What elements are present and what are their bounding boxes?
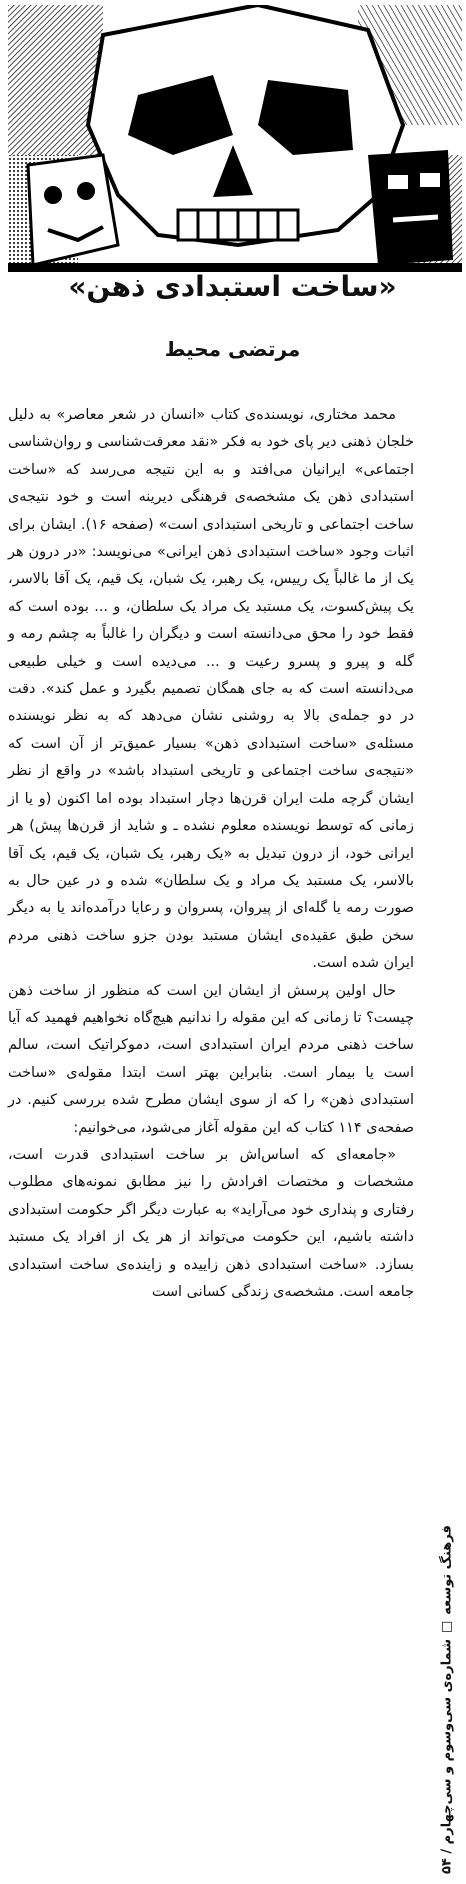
article-title: «ساخت استبدادی ذهن»	[68, 270, 397, 303]
article-illustration	[8, 5, 462, 272]
body-paragraph: حال اولین پرسش از ایشان این است که منظور از ساخت ذهن چیست؟ تا زمانی که این مقوله را ندانیم هیچ‌گاه نخواهیم فهمید که آیا ساخت ذهنی مردم ایران استبدادی است، دموکراتیک است، سالم است یا بیمار است. بنابراین بهتر است ابتدا مقوله‌ی «ساخت استبدادی ذهن» را که از سوی ایشان مطرح شده بررسی کنیم. در صفحه‌ی ۱۱۴ کتاب که این مقوله آغاز می‌شود، می‌خوانیم:	[8, 982, 414, 1136]
journal-footer-sidebar: فرهنگ توسعه □ شماره‌ی سی‌وسوم و سی‌چهارم / ۵۴	[439, 1525, 455, 1875]
body-paragraph: محمد مختاری، نویسنده‌ی کتاب «انسان در شعر معاصر» به دلیل خلجان ذهنی دیر پای خود به فکر «نقد معرفت‌شناسی و روان‌شناسی اجتماعی» ایرانیان می‌افتد و به این نتیجه می‌رسد که «ساخت استبدادی ذهن یک مشخصه‌ی فرهنگی دیرینه است و خود نتیجه‌ی ساخت اجتماعی و تاریخی استبدادی است» (صفحه ۱۶). ایشان برای اثبات وجود «ساخت استبدادی ذهن ایرانی» می‌نویسد: «در درون هر یک از ما غالباً یک رییس، یک رهبر، یک شبان، یک قیم، یک آقا بالاسر، یک پیش‌کسوت، یک مستبد یک مراد یک سلطان، و ... بوده است که فقط خود را محق می‌دانسته است و دیگران را غالباً به چشم رمه و گله و پیرو و پسرو رعیت و ... می‌دیده است و خیلی طبیعی می‌دانسته است که به جای همگان تصمیم بگیرد و عمل کند». دقت در دو جمله‌ی بالا به روشنی نشان می‌دهد که به نظر نویسنده مسئله‌ی «ساخت استبدادی ذهن» بسیار عمیق‌تر از آن است که «نتیجه‌ی ساخت اجتماعی و تاریخی استبداد باشد» در واقع از نظر ایشان گرچه ملت ایران قرن‌ها دچار استبداد بوده اما اکنون (و یا از زمانی که توسط نویسنده معلوم نشده ـ و شاید از قرن‌ها پیش) هر ایرانی خود، از درون تبدیل به «یک رهبر، یک شبان، یک قیم، یک آقا بالاسر، یک مستبد یک مراد و یک سلطان» شده و در عین حال به صورت رمه یا گله‌ای از پیروان، پسروان و رعایا درآمده‌اند یا به دیگر سخن طبق عقیده‌ی ایشان مستبد بودن جزو ساخت ذهنی مردم ایران شده است.	[8, 407, 414, 972]
article-author: مرتضی محیط	[164, 337, 301, 361]
article-body	[8, 402, 414, 1306]
body-paragraph: «جامعه‌ای که اساس‌اش بر ساخت استبدادی قدرت است، مشخصات و مختصات افراد‌ش را نیز مطابق نمونه‌های مطلوب رفتاری و پنداری خود می‌آراید» به عبارت دیگر اگر حکومت استبدادی داشته باشیم، این حکومت می‌تواند از هر یک از افراد یک مستبد بسازد. «ساخت استبدادی ذهن زاییده و زاینده‌ی ساخت استبدادی جامعه است. مشخصه‌ی زندگی کسانی است	[8, 1146, 414, 1300]
